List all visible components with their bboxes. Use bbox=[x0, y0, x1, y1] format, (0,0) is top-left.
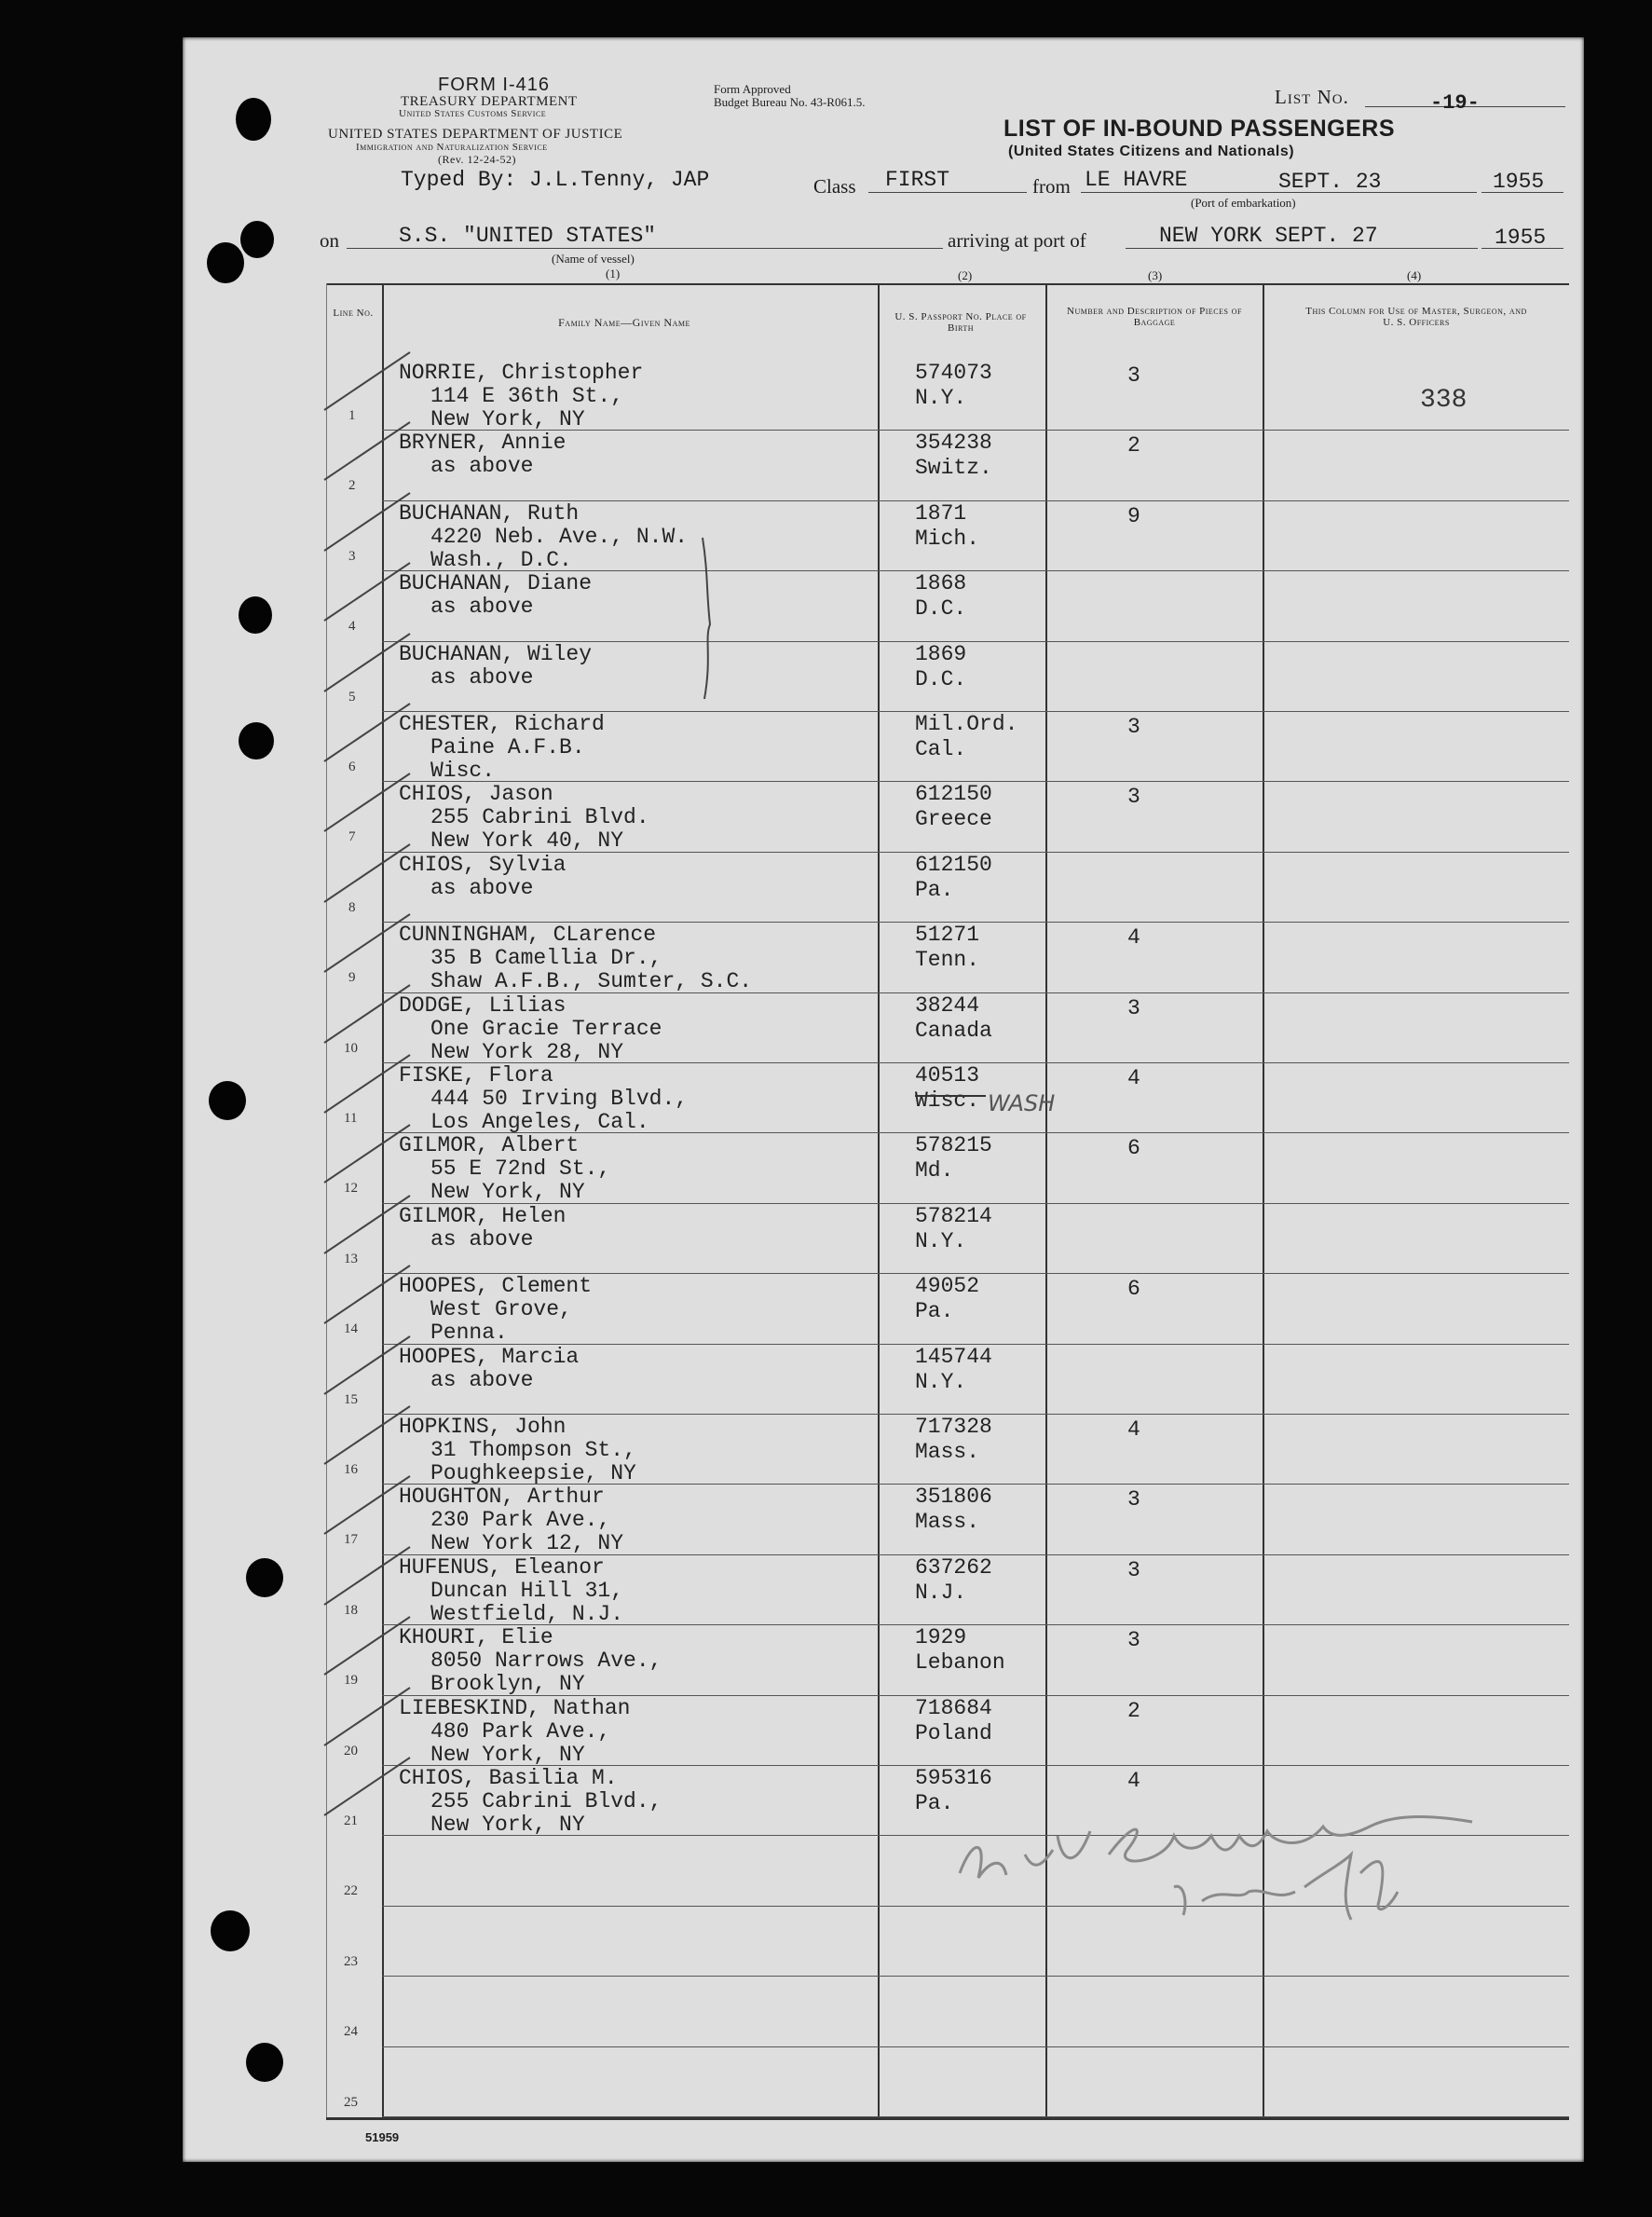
class-value: FIRST bbox=[885, 168, 950, 192]
binder-hole bbox=[236, 98, 271, 141]
line-number: 6 bbox=[348, 760, 356, 774]
check-mark bbox=[317, 978, 419, 1052]
passenger-address-2: New York, NY bbox=[430, 1813, 585, 1837]
check-mark bbox=[317, 837, 419, 911]
place-of-birth: N.J. bbox=[915, 1580, 967, 1605]
passport-number: 38244 bbox=[915, 992, 980, 1018]
check-mark bbox=[317, 766, 419, 841]
passenger-address: as above bbox=[430, 595, 534, 620]
check-mark bbox=[317, 1047, 419, 1122]
passenger-address: 35 B Camellia Dr., bbox=[430, 946, 662, 971]
baggage-count: 3 bbox=[1127, 1557, 1140, 1582]
check-mark bbox=[317, 1329, 419, 1403]
ins-service: Immigration and Naturalization Service bbox=[356, 142, 548, 153]
col3-number: (3) bbox=[1148, 268, 1163, 282]
line-number: 2 bbox=[348, 478, 356, 494]
passport-number: 612150 bbox=[915, 852, 992, 877]
place-of-birth: N.Y. bbox=[915, 1369, 967, 1394]
check-mark bbox=[317, 1399, 419, 1473]
embarkation-date: SEPT. 23 bbox=[1278, 170, 1382, 194]
place-of-birth: Mass. bbox=[915, 1440, 980, 1464]
check-mark bbox=[317, 1609, 419, 1684]
line-number: 10 bbox=[344, 1040, 358, 1056]
line-number: 1 bbox=[348, 408, 356, 423]
place-of-birth: Wisc. bbox=[915, 1088, 980, 1113]
baggage-count: 6 bbox=[1127, 1136, 1140, 1161]
line-number: 11 bbox=[344, 1111, 358, 1126]
passport-number: 40513 bbox=[915, 1063, 980, 1088]
check-mark bbox=[317, 415, 419, 489]
baggage-count: 3 bbox=[1127, 995, 1140, 1020]
place-of-birth: Pa. bbox=[915, 1299, 954, 1324]
passenger-address: as above bbox=[430, 1226, 534, 1252]
line-number: 20 bbox=[344, 1743, 358, 1759]
place-of-birth: Pa. bbox=[915, 877, 954, 902]
passport-number: 1869 bbox=[915, 641, 967, 666]
baggage-count: 4 bbox=[1127, 1066, 1140, 1090]
passenger-address: as above bbox=[430, 664, 534, 690]
place-of-birth: Mich. bbox=[915, 526, 980, 551]
passenger-address: 55 E 72nd St., bbox=[430, 1156, 611, 1182]
arrival-port-date: NEW YORK SEPT. 27 bbox=[1159, 224, 1378, 248]
line-number: 16 bbox=[344, 1462, 358, 1477]
passenger-address: as above bbox=[430, 1367, 534, 1392]
wash-correction: WASH bbox=[988, 1090, 1056, 1116]
passenger-name: BRYNER, Annie bbox=[399, 431, 567, 456]
budget-bureau: Budget Bureau No. 43-R061.5. bbox=[714, 95, 866, 109]
line-number: 13 bbox=[344, 1251, 358, 1266]
col2-number: (2) bbox=[958, 268, 973, 282]
binder-hole bbox=[246, 1558, 283, 1597]
passenger-address-2: Poughkeepsie, NY bbox=[430, 1461, 636, 1485]
strike-wisc bbox=[915, 1095, 986, 1097]
check-mark bbox=[317, 1680, 419, 1755]
passenger-name: HOUGHTON, Arthur bbox=[399, 1485, 605, 1510]
vessel-name: S.S. "UNITED STATES" bbox=[399, 224, 657, 248]
baggage-count: 3 bbox=[1127, 363, 1140, 388]
line-number: 18 bbox=[344, 1602, 358, 1618]
check-mark bbox=[317, 1188, 419, 1263]
baggage-count: 3 bbox=[1127, 1487, 1140, 1512]
binder-hole bbox=[207, 242, 244, 283]
arriving-label: arriving at port of bbox=[948, 229, 1086, 252]
form-subtitle: (United States Citizens and Nationals) bbox=[1008, 144, 1295, 159]
passenger-address-2: Wisc. bbox=[430, 759, 496, 783]
place-of-birth: D.C. bbox=[915, 666, 967, 691]
place-of-birth: Greece bbox=[915, 807, 992, 832]
check-mark bbox=[317, 696, 419, 771]
embarkation-port: LE HAVRE bbox=[1085, 168, 1188, 192]
line-number: 14 bbox=[344, 1321, 358, 1337]
passport-number: 718684 bbox=[915, 1695, 992, 1720]
binder-hole bbox=[239, 596, 272, 634]
passenger-name: HOPKINS, John bbox=[399, 1415, 567, 1439]
passenger-address: Duncan Hill 31, bbox=[430, 1578, 624, 1603]
line-number: 3 bbox=[348, 548, 356, 564]
passport-number: 1929 bbox=[915, 1625, 967, 1650]
passenger-name: CHESTER, Richard bbox=[399, 712, 605, 736]
passenger-name: HOOPES, Clement bbox=[399, 1274, 593, 1299]
passenger-name: NORRIE, Christopher bbox=[399, 361, 644, 385]
passport-number: 351806 bbox=[915, 1485, 992, 1510]
place-of-birth: N.Y. bbox=[915, 386, 967, 410]
baggage-count: 3 bbox=[1127, 785, 1140, 810]
check-mark bbox=[317, 626, 419, 701]
passenger-address-2: New York, NY bbox=[430, 1742, 585, 1767]
line-number: 15 bbox=[344, 1391, 358, 1407]
check-mark bbox=[317, 907, 419, 981]
passenger-name: CHIOS, Basilia M. bbox=[399, 1766, 618, 1790]
form-footer-code: 51959 bbox=[365, 2130, 400, 2144]
passport-number: 612150 bbox=[915, 782, 992, 807]
check-mark bbox=[317, 555, 419, 630]
line-number: 8 bbox=[348, 899, 356, 915]
baggage-count: 2 bbox=[1127, 433, 1140, 458]
baggage-count: 2 bbox=[1127, 1698, 1140, 1723]
passenger-address-2: New York 40, NY bbox=[430, 828, 624, 854]
passenger-address: 255 Cabrini Blvd., bbox=[430, 1789, 662, 1813]
passenger-name: CUNNINGHAM, CLarence bbox=[399, 923, 657, 948]
col-header-baggage: Number and Description of Pieces of Baggage bbox=[1067, 306, 1242, 328]
col-header-line-no: Line No. bbox=[333, 308, 374, 319]
passport-number: 637262 bbox=[915, 1554, 992, 1580]
line-number: 5 bbox=[348, 689, 356, 705]
justice-dept: UNITED STATES DEPARTMENT OF JUSTICE bbox=[328, 127, 623, 142]
officer-signature bbox=[950, 1799, 1491, 1929]
binder-hole bbox=[240, 221, 274, 258]
passenger-address: 255 Cabrini Blvd. bbox=[430, 805, 649, 830]
check-mark bbox=[317, 1258, 419, 1333]
passport-number: 49052 bbox=[915, 1274, 980, 1299]
line-number: 19 bbox=[344, 1673, 358, 1689]
passport-number: 1871 bbox=[915, 500, 967, 526]
passport-number: 717328 bbox=[915, 1415, 992, 1439]
treasury-dept: TREASURY DEPARTMENT bbox=[401, 94, 578, 109]
check-mark bbox=[317, 1750, 419, 1825]
place-of-birth: N.Y. bbox=[915, 1228, 967, 1253]
check-mark bbox=[317, 345, 419, 419]
passenger-address: One Gracie Terrace bbox=[430, 1016, 662, 1041]
passenger-address-2: Shaw A.F.B., Sumter, S.C. bbox=[430, 969, 753, 994]
line-number: 22 bbox=[344, 1883, 358, 1899]
typed-by: Typed By: J.L.Tenny, JAP bbox=[401, 168, 710, 192]
embarkation-year: 1955 bbox=[1493, 170, 1545, 194]
passenger-address-2: New York 12, NY bbox=[430, 1531, 624, 1556]
customs-service: United States Customs Service bbox=[399, 108, 547, 119]
baggage-count: 3 bbox=[1127, 715, 1140, 739]
check-mark bbox=[317, 486, 419, 560]
official-number: 338 bbox=[1420, 386, 1468, 415]
check-mark bbox=[317, 1469, 419, 1543]
line-number: 25 bbox=[344, 2094, 358, 2110]
from-label: from bbox=[1032, 175, 1071, 198]
revision-date: (Rev. 12-24-52) bbox=[438, 153, 517, 166]
form-number: FORM I-416 bbox=[438, 75, 551, 95]
list-no-label: List No. bbox=[1275, 86, 1349, 108]
passport-number: 595316 bbox=[915, 1766, 992, 1790]
passenger-name: GILMOR, Helen bbox=[399, 1203, 567, 1228]
baggage-count: 4 bbox=[1127, 1417, 1140, 1442]
baggage-count: 9 bbox=[1127, 503, 1140, 528]
line-number: 17 bbox=[344, 1532, 358, 1548]
passenger-address: 31 Thompson St., bbox=[430, 1438, 636, 1462]
baggage-count: 4 bbox=[1127, 925, 1140, 951]
passenger-address-2: Los Angeles, Cal. bbox=[430, 1110, 649, 1134]
list-no-value: -19- bbox=[1430, 91, 1480, 115]
place-of-birth: D.C. bbox=[915, 596, 967, 622]
arrival-year: 1955 bbox=[1495, 226, 1547, 250]
baggage-count: 4 bbox=[1127, 1769, 1140, 1793]
place-of-birth: Canada bbox=[915, 1018, 992, 1043]
passport-number: 578215 bbox=[915, 1133, 992, 1158]
port-embarkation-caption: (Port of embarkation) bbox=[1191, 196, 1296, 210]
passport-number: 51271 bbox=[915, 923, 980, 948]
passenger-name: HUFENUS, Eleanor bbox=[399, 1554, 605, 1580]
form-approved: Form Approved bbox=[714, 82, 791, 96]
passport-number: 354238 bbox=[915, 431, 992, 456]
passenger-address: as above bbox=[430, 875, 534, 900]
check-mark bbox=[317, 1117, 419, 1192]
passport-number: Mil.Ord. bbox=[915, 712, 1018, 736]
passenger-address-2: Westfield, N.J. bbox=[430, 1601, 624, 1626]
passport-number: 145744 bbox=[915, 1344, 992, 1369]
passenger-name: LIEBESKIND, Nathan bbox=[399, 1695, 631, 1720]
passenger-address-2: Penna. bbox=[430, 1321, 508, 1346]
passenger-name: CHIOS, Sylvia bbox=[399, 852, 567, 877]
passenger-name: HOOPES, Marcia bbox=[399, 1344, 580, 1369]
class-label: Class bbox=[813, 175, 856, 198]
col-header-name: Family Name—Given Name bbox=[558, 316, 690, 329]
place-of-birth: Poland bbox=[915, 1720, 992, 1745]
line-number: 21 bbox=[344, 1813, 358, 1828]
passenger-address: Paine A.F.B. bbox=[430, 735, 585, 760]
place-of-birth: Lebanon bbox=[915, 1650, 1005, 1676]
passenger-address: West Grove, bbox=[430, 1297, 572, 1322]
passenger-address-2: New York, NY bbox=[430, 407, 585, 431]
binder-hole bbox=[246, 2043, 283, 2082]
place-of-birth: Switz. bbox=[915, 456, 992, 481]
passenger-name: GILMOR, Albert bbox=[399, 1133, 580, 1158]
binder-hole bbox=[239, 722, 274, 760]
passenger-name: CHIOS, Jason bbox=[399, 782, 553, 807]
passenger-name: BUCHANAN, Wiley bbox=[399, 641, 593, 666]
family-bracket bbox=[689, 536, 717, 704]
col4-number: (4) bbox=[1407, 268, 1422, 282]
place-of-birth: Mass. bbox=[915, 1510, 980, 1535]
passenger-address-2: New York 28, NY bbox=[430, 1039, 624, 1064]
passenger-address: 230 Park Ave., bbox=[430, 1508, 611, 1533]
binder-hole bbox=[211, 1910, 250, 1951]
passenger-address-2: New York, NY bbox=[430, 1180, 585, 1205]
line-number: 12 bbox=[344, 1181, 358, 1197]
form-title: LIST OF IN-BOUND PASSENGERS bbox=[1003, 116, 1396, 142]
col-header-passport: U. S. Passport No. Place of Birth bbox=[894, 311, 1027, 334]
passenger-name: FISKE, Flora bbox=[399, 1063, 553, 1088]
on-label: on bbox=[320, 229, 339, 252]
passenger-name: KHOURI, Elie bbox=[399, 1625, 553, 1650]
col1-number: (1) bbox=[606, 267, 621, 281]
baggage-count: 3 bbox=[1127, 1628, 1140, 1653]
check-mark bbox=[317, 1540, 419, 1614]
passenger-address-2: Wash., D.C. bbox=[430, 547, 572, 572]
passenger-address: 4220 Neb. Ave., N.W. bbox=[430, 524, 689, 549]
col-header-officers: This Column for Use of Master, Surgeon, and U. S. Officers bbox=[1305, 306, 1527, 328]
passenger-address: 480 Park Ave., bbox=[430, 1718, 611, 1744]
passenger-address-2: Brooklyn, NY bbox=[430, 1672, 585, 1697]
passenger-name: BUCHANAN, Ruth bbox=[399, 500, 580, 526]
binder-hole bbox=[209, 1081, 246, 1120]
line-number: 7 bbox=[348, 829, 356, 845]
place-of-birth: Pa. bbox=[915, 1791, 954, 1815]
passenger-address: 8050 Narrows Ave., bbox=[430, 1649, 662, 1674]
passenger-address: 114 E 36th St., bbox=[430, 384, 624, 408]
place-of-birth: Tenn. bbox=[915, 948, 980, 973]
passport-number: 1868 bbox=[915, 571, 967, 596]
passenger-address: as above bbox=[430, 454, 534, 479]
place-of-birth: Md. bbox=[915, 1158, 954, 1184]
passenger-name: DODGE, Lilias bbox=[399, 992, 567, 1018]
place-of-birth: Cal. bbox=[915, 737, 967, 761]
baggage-count: 6 bbox=[1127, 1277, 1140, 1302]
line-number: 24 bbox=[344, 2024, 358, 2040]
passenger-name: BUCHANAN, Diane bbox=[399, 571, 593, 596]
line-number: 23 bbox=[344, 1953, 358, 1969]
line-number: 9 bbox=[348, 970, 356, 986]
vessel-caption: (Name of vessel) bbox=[552, 252, 635, 266]
passenger-address: 444 50 Irving Blvd., bbox=[430, 1087, 689, 1111]
passport-number: 578214 bbox=[915, 1203, 992, 1228]
passport-number: 574073 bbox=[915, 361, 992, 385]
line-number: 4 bbox=[348, 619, 356, 635]
